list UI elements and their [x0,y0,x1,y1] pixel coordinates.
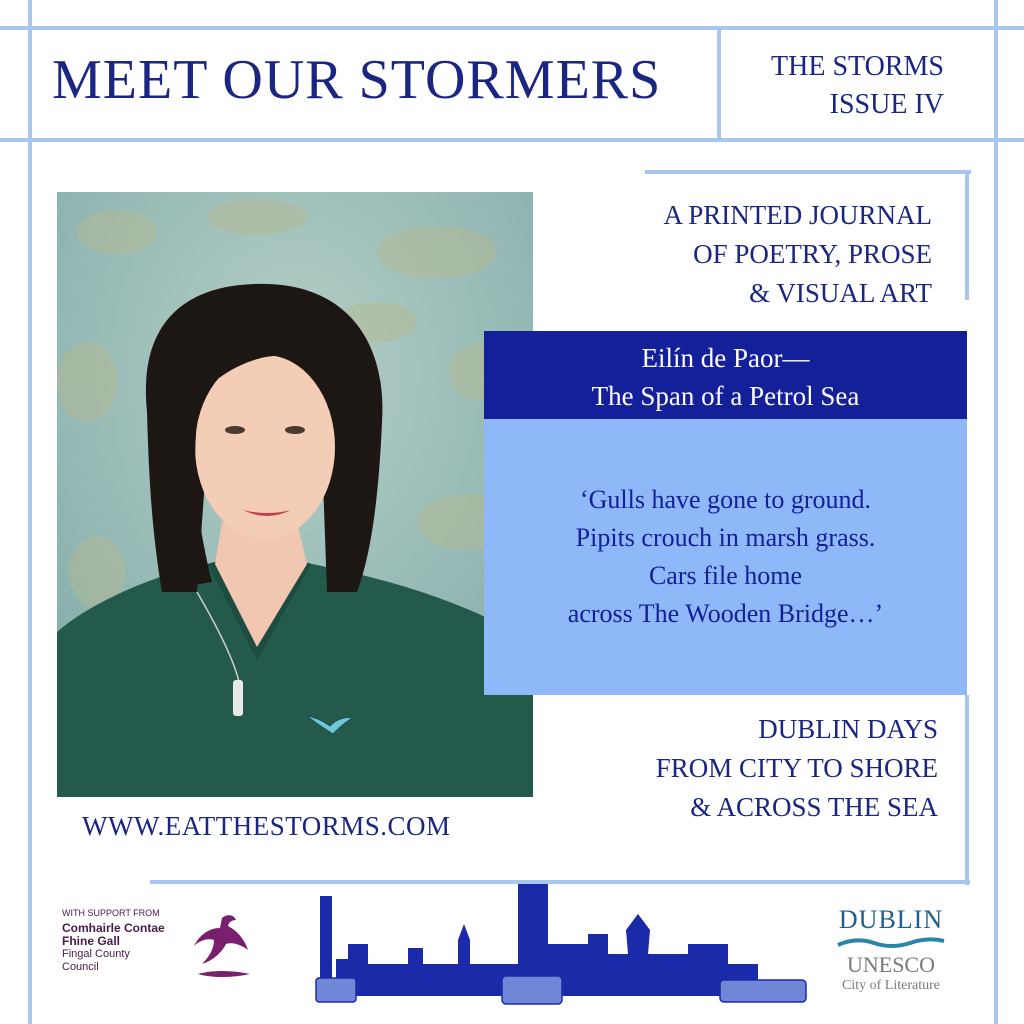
series-block [580,710,938,827]
council-english-1: Fingal County [62,948,130,960]
tagline-line-2: OF POETRY, PROSE [693,239,932,269]
frame-line-series-right [965,695,969,885]
unesco-logo [836,906,946,995]
author-portrait [57,192,533,797]
frame-line-tagline-top [645,170,971,174]
series-line-2: FROM CITY TO SHORE [655,753,938,783]
frame-line-tagline-right [965,170,969,300]
frame-line-right [994,0,998,1024]
quote-line: across The Wooden Bridge…’ [567,599,884,628]
support-credit [62,907,165,974]
tagline-line-3: & VISUAL ART [749,278,932,308]
quote-line: ‘Gulls have gone to ground. [579,485,871,514]
frame-line-left [28,0,32,1024]
frame-line-top [0,26,1024,30]
publication-name: THE STORMS [771,51,944,82]
issue-block [738,48,944,124]
unesco-wave-icon [836,935,946,949]
quote-line: Cars file home [648,561,803,590]
series-line-3: & ACROSS THE SEA [690,792,938,822]
support-label: WITH SUPPORT FROM [62,908,160,918]
work-title: The Span of a Petrol Sea [591,381,860,411]
bird-logo-icon [192,912,254,986]
council-irish-1: Comhairle Contae [62,921,165,935]
unesco-name: UNESCO [846,952,935,977]
series-line-1: DUBLIN DAYS [758,714,938,744]
author-box [484,331,967,419]
journal-tagline [600,196,932,313]
council-english-2: Council [62,961,99,973]
page-title: MEET OUR STORMERS [52,49,662,111]
unesco-city: City of Literature [842,978,940,993]
author-name: Eilín de Paor— [641,343,810,373]
frame-line-header-bottom [0,138,1024,142]
dublin-skyline-icon [308,884,808,1010]
frame-line-header-divider [717,26,721,142]
unesco-dublin: DUBLIN [838,905,944,934]
tagline-line-1: A PRINTED JOURNAL [663,200,932,230]
portrait-illustration [57,192,533,797]
website-link[interactable]: WWW.EATTHESTORMS.COM [82,811,451,841]
issue-number: ISSUE IV [829,89,944,120]
swallow-brooch-icon [305,712,355,738]
quote-box [484,419,967,695]
quote-line: Pipits crouch in marsh grass. [575,523,876,552]
council-irish-2: Fhine Gall [62,934,121,948]
